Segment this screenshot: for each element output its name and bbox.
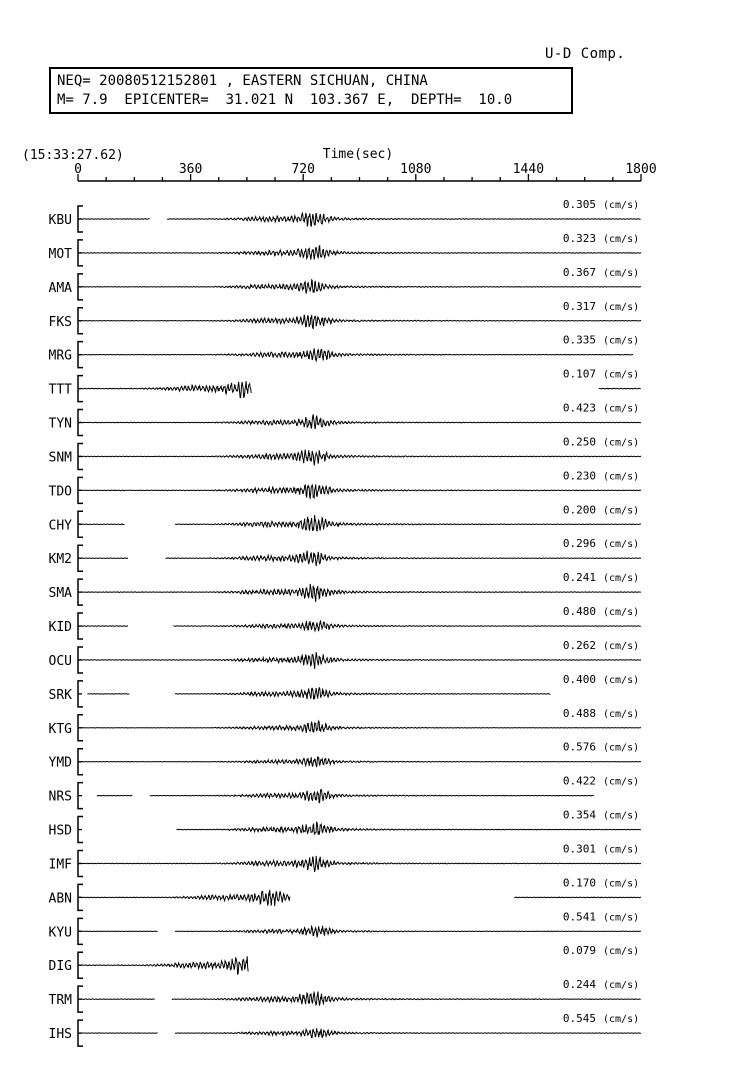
amplitude-label: 0.079 <box>562 944 596 958</box>
waveform-segment <box>175 1028 641 1038</box>
station-label: OCU <box>48 653 72 669</box>
waveform-segment <box>175 515 641 531</box>
trace-chy <box>49 503 641 537</box>
amplitude-label: 0.400 <box>562 672 596 686</box>
trace-ocu <box>49 639 641 673</box>
amplitude-label: 0.541 <box>562 910 596 924</box>
amplitude-label: 0.354 <box>562 808 596 822</box>
event-line-2: M= 7.9 EPICENTER= 31.021 N 103.367 E, DEPTH= 10.0 <box>57 92 513 108</box>
amplitude-label: 0.317 <box>562 299 596 313</box>
trace-group <box>49 198 641 1046</box>
station-label: KYU <box>48 925 72 941</box>
waveform-segment <box>175 926 641 938</box>
trace-hsd <box>49 809 641 843</box>
waveform-segment <box>177 822 641 835</box>
unit-label: (cm/s) <box>603 403 640 415</box>
waveform-segment <box>166 551 641 566</box>
waveform-segment <box>175 688 550 700</box>
waveform-segment <box>78 999 155 1000</box>
trace-srk <box>49 673 640 707</box>
station-label: KTG <box>48 721 72 737</box>
station-label: TRM <box>48 993 72 1009</box>
amplitude-label: 0.170 <box>562 876 596 890</box>
waveform-segment <box>78 219 150 220</box>
trace-abn <box>49 876 641 910</box>
waveform-segment <box>78 584 641 602</box>
trace-ama <box>49 266 641 300</box>
trace-tdo <box>49 469 641 503</box>
waveform-segment <box>150 790 594 803</box>
unit-label: (cm/s) <box>603 233 640 245</box>
unit-label: (cm/s) <box>603 708 640 720</box>
trace-ttt <box>49 368 641 402</box>
trace-ymd <box>49 741 641 775</box>
amplitude-label: 0.244 <box>562 978 596 992</box>
unit-label: (cm/s) <box>603 674 640 686</box>
unit-label: (cm/s) <box>603 810 640 822</box>
unit-label: (cm/s) <box>603 369 640 381</box>
station-label: YMD <box>48 755 72 771</box>
x-axis-label: Time(sec) <box>322 147 394 162</box>
station-label: MOT <box>48 246 72 262</box>
unit-label: (cm/s) <box>603 640 640 652</box>
amplitude-label: 0.335 <box>562 333 596 347</box>
trace-mrg <box>49 334 640 368</box>
station-label: KM2 <box>48 552 72 568</box>
unit-label: (cm/s) <box>603 912 640 924</box>
amplitude-label: 0.301 <box>562 842 596 856</box>
unit-label: (cm/s) <box>603 267 640 279</box>
unit-label: (cm/s) <box>603 946 640 958</box>
station-label: SRK <box>48 687 72 703</box>
x-tick-label: 360 <box>178 162 203 177</box>
trace-fks <box>49 300 641 334</box>
station-label: TYN <box>48 416 72 432</box>
station-label: IMF <box>48 857 72 873</box>
station-label: SMA <box>48 586 72 602</box>
trace-imf <box>49 842 641 876</box>
unit-label: (cm/s) <box>603 335 640 347</box>
amplitude-label: 0.107 <box>562 367 596 381</box>
station-label: NRS <box>48 789 72 805</box>
amplitude-label: 0.480 <box>562 605 596 619</box>
station-label: HSD <box>48 823 72 839</box>
event-line-1: NEQ= 20080512152801 , EASTERN SICHUAN, CHINA <box>57 73 428 89</box>
unit-label: (cm/s) <box>603 776 640 788</box>
amplitude-label: 0.296 <box>562 537 596 551</box>
station-label: DIG <box>48 959 72 975</box>
start-time-label: (15:33:27.62) <box>22 148 124 163</box>
unit-label: (cm/s) <box>603 573 640 585</box>
unit-label: (cm/s) <box>603 471 640 483</box>
unit-label: (cm/s) <box>603 607 640 619</box>
waveform-segment <box>173 620 640 631</box>
station-label: SNM <box>48 450 72 466</box>
waveform-segment <box>78 348 633 361</box>
waveform-segment <box>97 795 133 796</box>
waveform-segment <box>78 280 641 294</box>
waveform-segment <box>78 956 248 974</box>
waveform-segment <box>78 890 290 906</box>
waveform-segment <box>78 931 158 932</box>
station-label: KBU <box>48 213 72 228</box>
x-tick-label: 1080 <box>400 162 432 177</box>
amplitude-label: 0.367 <box>562 265 596 279</box>
amplitude-label: 0.423 <box>562 401 596 415</box>
amplitude-label: 0.200 <box>562 503 596 517</box>
waveform-segment <box>78 484 641 498</box>
waveform-segment <box>78 414 641 429</box>
waveform-segment <box>78 856 641 872</box>
trace-kyu <box>49 910 641 944</box>
amplitude-label: 0.262 <box>562 638 596 652</box>
unit-label: (cm/s) <box>603 1014 640 1026</box>
unit-label: (cm/s) <box>603 301 640 313</box>
trace-ktg <box>49 707 641 741</box>
amplitude-label: 0.323 <box>562 231 596 245</box>
amplitude-label: 0.230 <box>562 469 596 483</box>
amplitude-label: 0.545 <box>562 1012 596 1026</box>
waveform-segment <box>172 991 641 1005</box>
waveform-segment <box>78 558 128 559</box>
x-tick-label: 0 <box>74 162 82 177</box>
waveform-segment <box>78 381 251 398</box>
station-label: MRG <box>48 348 72 364</box>
unit-label: (cm/s) <box>603 505 640 517</box>
trace-tyn <box>49 402 641 436</box>
waveform-segment <box>514 897 641 898</box>
station-label: TTT <box>48 382 72 398</box>
unit-label: (cm/s) <box>603 980 640 992</box>
amplitude-label: 0.488 <box>562 706 596 720</box>
station-label: FKS <box>48 314 72 330</box>
amplitude-label: 0.422 <box>562 774 596 788</box>
waveform-segment <box>78 756 641 767</box>
unit-label: (cm/s) <box>603 200 640 211</box>
unit-label: (cm/s) <box>603 437 640 449</box>
unit-label: (cm/s) <box>603 539 640 551</box>
amplitude-label: 0.241 <box>562 571 596 585</box>
trace-kid <box>49 605 641 639</box>
waveform-segment <box>78 524 125 525</box>
unit-label: (cm/s) <box>603 844 640 856</box>
waveform-segment <box>78 315 641 329</box>
station-label: CHY <box>48 518 72 534</box>
trace-ihs <box>49 1012 641 1046</box>
trace-km2 <box>49 537 641 571</box>
waveform-segment <box>78 626 128 627</box>
x-axis <box>74 162 657 181</box>
trace-kbu <box>49 198 641 232</box>
amplitude-label: 0.576 <box>562 740 596 754</box>
trace-trm <box>49 978 641 1012</box>
waveform-segment <box>78 721 641 733</box>
trace-dig <box>49 944 640 978</box>
x-tick-label: 720 <box>291 162 315 177</box>
waveform-segment <box>599 388 641 389</box>
trace-nrs <box>49 775 640 809</box>
waveform-segment <box>78 450 641 466</box>
x-tick-label: 1440 <box>512 162 545 177</box>
x-tick-label: 1800 <box>625 162 657 177</box>
station-label: AMA <box>48 280 72 296</box>
station-label: KID <box>48 620 72 636</box>
trace-sma <box>49 571 641 605</box>
station-label: TDO <box>48 484 72 500</box>
unit-label: (cm/s) <box>603 742 640 754</box>
station-label: IHS <box>48 1027 72 1043</box>
trace-mot <box>49 232 641 266</box>
station-label: ABN <box>48 891 72 907</box>
waveform-segment <box>167 213 640 227</box>
component-label: U-D Comp. <box>545 46 626 62</box>
trace-snm <box>49 435 641 469</box>
amplitude-label: 0.250 <box>562 435 596 449</box>
unit-label: (cm/s) <box>603 878 640 890</box>
waveform-segment <box>78 652 641 669</box>
waveform-segment <box>78 246 641 260</box>
amplitude-label: 0.305 <box>562 198 596 211</box>
